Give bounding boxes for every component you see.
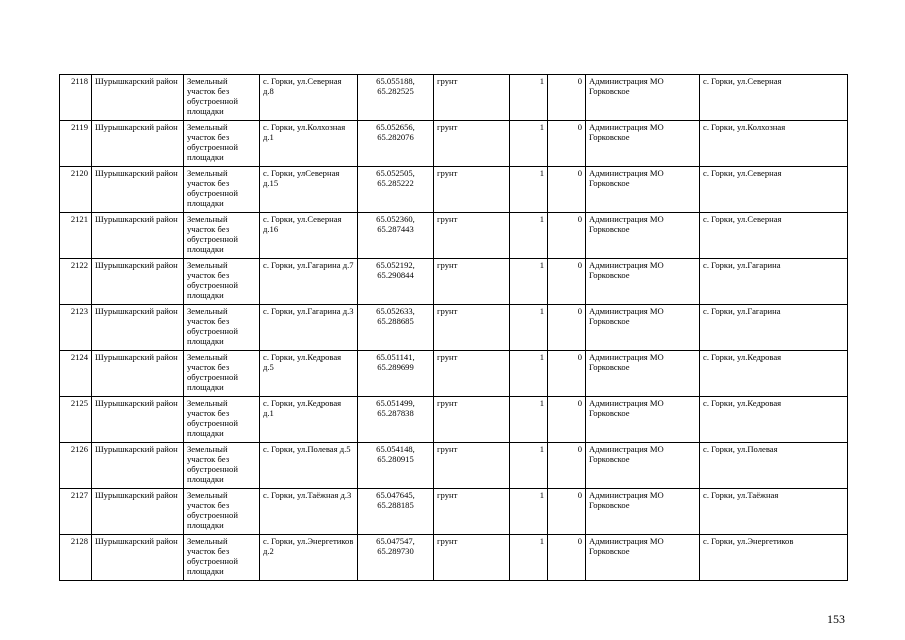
cell-district: Шурышкарский район (92, 75, 184, 121)
cell-record-number: 2119 (60, 121, 92, 167)
cell-coordinates: 65.052633, 65.288685 (358, 305, 434, 351)
cell-surface: грунт (434, 213, 510, 259)
cell-address: с. Горки, ул.Энергетиков д.2 (260, 535, 358, 581)
cell-address: с. Горки, ул.Северная д.8 (260, 75, 358, 121)
cell-coordinates: 65.051141, 65.289699 (358, 351, 434, 397)
cell-count-1: 1 (510, 351, 548, 397)
page-number: 153 (827, 612, 845, 626)
cell-record-number: 2120 (60, 167, 92, 213)
cell-district: Шурышкарский район (92, 351, 184, 397)
cell-address: с. Горки, ул.Полевая д.5 (260, 443, 358, 489)
cell-count-1: 1 (510, 167, 548, 213)
cell-owner: Администрация МО Горковское (586, 121, 700, 167)
cell-count-2: 0 (548, 397, 586, 443)
registry-table (59, 74, 848, 581)
cell-record-number: 2118 (60, 75, 92, 121)
cell-location: с. Горки, ул.Северная (700, 213, 848, 259)
cell-district: Шурышкарский район (92, 397, 184, 443)
cell-location: с. Горки, ул.Северная (700, 167, 848, 213)
cell-surface: грунт (434, 351, 510, 397)
cell-object-type: Земельный участок без обустроенной площадки (184, 443, 260, 489)
cell-count-2: 0 (548, 351, 586, 397)
cell-count-2: 0 (548, 213, 586, 259)
cell-record-number: 2128 (60, 535, 92, 581)
cell-location: с. Горки, ул.Кедровая (700, 397, 848, 443)
cell-record-number: 2127 (60, 489, 92, 535)
cell-surface: грунт (434, 259, 510, 305)
cell-coordinates: 65.055188, 65.282525 (358, 75, 434, 121)
cell-owner: Администрация МО Горковское (586, 535, 700, 581)
cell-count-1: 1 (510, 121, 548, 167)
cell-address: с. Горки, ул.Гагарина д.7 (260, 259, 358, 305)
cell-address: с. Горки, ул.Гагарина д.3 (260, 305, 358, 351)
cell-count-1: 1 (510, 489, 548, 535)
table-row (60, 167, 848, 213)
cell-count-1: 1 (510, 443, 548, 489)
cell-count-1: 1 (510, 305, 548, 351)
cell-count-2: 0 (548, 489, 586, 535)
cell-count-2: 0 (548, 167, 586, 213)
cell-surface: грунт (434, 443, 510, 489)
cell-location: с. Горки, ул.Гагарина (700, 305, 848, 351)
cell-owner: Администрация МО Горковское (586, 75, 700, 121)
table-row (60, 213, 848, 259)
cell-coordinates: 65.047645, 65.288185 (358, 489, 434, 535)
cell-location: с. Горки, ул.Энергетиков (700, 535, 848, 581)
table-row (60, 443, 848, 489)
cell-coordinates: 65.052192, 65.290844 (358, 259, 434, 305)
cell-surface: грунт (434, 305, 510, 351)
cell-address: с. Горки, ул.Таёжная д.3 (260, 489, 358, 535)
cell-object-type: Земельный участок без обустроенной площадки (184, 535, 260, 581)
cell-coordinates: 65.051499, 65.287838 (358, 397, 434, 443)
cell-count-2: 0 (548, 121, 586, 167)
cell-address: с. Горки, улСеверная д.15 (260, 167, 358, 213)
cell-record-number: 2126 (60, 443, 92, 489)
table-row (60, 75, 848, 121)
cell-owner: Администрация МО Горковское (586, 397, 700, 443)
cell-location: с. Горки, ул.Гагарина (700, 259, 848, 305)
cell-count-1: 1 (510, 75, 548, 121)
cell-district: Шурышкарский район (92, 167, 184, 213)
cell-coordinates: 65.052656, 65.282076 (358, 121, 434, 167)
cell-address: с. Горки, ул.Колхозная д.1 (260, 121, 358, 167)
cell-object-type: Земельный участок без обустроенной площадки (184, 259, 260, 305)
cell-address: с. Горки, ул.Кедровая д.1 (260, 397, 358, 443)
cell-object-type: Земельный участок без обустроенной площадки (184, 121, 260, 167)
cell-location: с. Горки, ул.Полевая (700, 443, 848, 489)
cell-count-2: 0 (548, 535, 586, 581)
cell-owner: Администрация МО Горковское (586, 351, 700, 397)
table-row (60, 489, 848, 535)
cell-count-1: 1 (510, 259, 548, 305)
cell-location: с. Горки, ул.Таёжная (700, 489, 848, 535)
cell-object-type: Земельный участок без обустроенной площадки (184, 305, 260, 351)
cell-object-type: Земельный участок без обустроенной площадки (184, 397, 260, 443)
cell-coordinates: 65.052505, 65.285222 (358, 167, 434, 213)
cell-district: Шурышкарский район (92, 489, 184, 535)
cell-count-2: 0 (548, 75, 586, 121)
cell-object-type: Земельный участок без обустроенной площадки (184, 213, 260, 259)
cell-district: Шурышкарский район (92, 305, 184, 351)
cell-district: Шурышкарский район (92, 213, 184, 259)
cell-object-type: Земельный участок без обустроенной площадки (184, 167, 260, 213)
cell-address: с. Горки, ул.Кедровая д.5 (260, 351, 358, 397)
cell-location: с. Горки, ул.Северная (700, 75, 848, 121)
table-row (60, 535, 848, 581)
cell-count-1: 1 (510, 213, 548, 259)
cell-count-1: 1 (510, 397, 548, 443)
cell-record-number: 2121 (60, 213, 92, 259)
cell-record-number: 2125 (60, 397, 92, 443)
cell-coordinates: 65.054148, 65.280915 (358, 443, 434, 489)
cell-address: с. Горки, ул.Северная д.16 (260, 213, 358, 259)
table-row (60, 351, 848, 397)
cell-surface: грунт (434, 121, 510, 167)
registry-table-body (60, 75, 848, 581)
cell-surface: грунт (434, 167, 510, 213)
cell-coordinates: 65.047547, 65.289730 (358, 535, 434, 581)
cell-count-2: 0 (548, 305, 586, 351)
table-row (60, 397, 848, 443)
cell-surface: грунт (434, 489, 510, 535)
cell-owner: Администрация МО Горковское (586, 489, 700, 535)
cell-owner: Администрация МО Горковское (586, 213, 700, 259)
cell-record-number: 2123 (60, 305, 92, 351)
table-row (60, 305, 848, 351)
cell-object-type: Земельный участок без обустроенной площадки (184, 75, 260, 121)
cell-district: Шурышкарский район (92, 259, 184, 305)
cell-coordinates: 65.052360, 65.287443 (358, 213, 434, 259)
cell-object-type: Земельный участок без обустроенной площадки (184, 489, 260, 535)
cell-record-number: 2124 (60, 351, 92, 397)
cell-district: Шурышкарский район (92, 121, 184, 167)
cell-surface: грунт (434, 397, 510, 443)
cell-surface: грунт (434, 75, 510, 121)
cell-surface: грунт (434, 535, 510, 581)
table-row (60, 121, 848, 167)
cell-count-2: 0 (548, 443, 586, 489)
cell-location: с. Горки, ул.Колхозная (700, 121, 848, 167)
cell-count-1: 1 (510, 535, 548, 581)
cell-district: Шурышкарский район (92, 535, 184, 581)
cell-record-number: 2122 (60, 259, 92, 305)
cell-count-2: 0 (548, 259, 586, 305)
cell-location: с. Горки, ул.Кедровая (700, 351, 848, 397)
cell-district: Шурышкарский район (92, 443, 184, 489)
table-row (60, 259, 848, 305)
cell-owner: Администрация МО Горковское (586, 305, 700, 351)
cell-owner: Администрация МО Горковское (586, 259, 700, 305)
cell-object-type: Земельный участок без обустроенной площадки (184, 351, 260, 397)
cell-owner: Администрация МО Горковское (586, 443, 700, 489)
cell-owner: Администрация МО Горковское (586, 167, 700, 213)
